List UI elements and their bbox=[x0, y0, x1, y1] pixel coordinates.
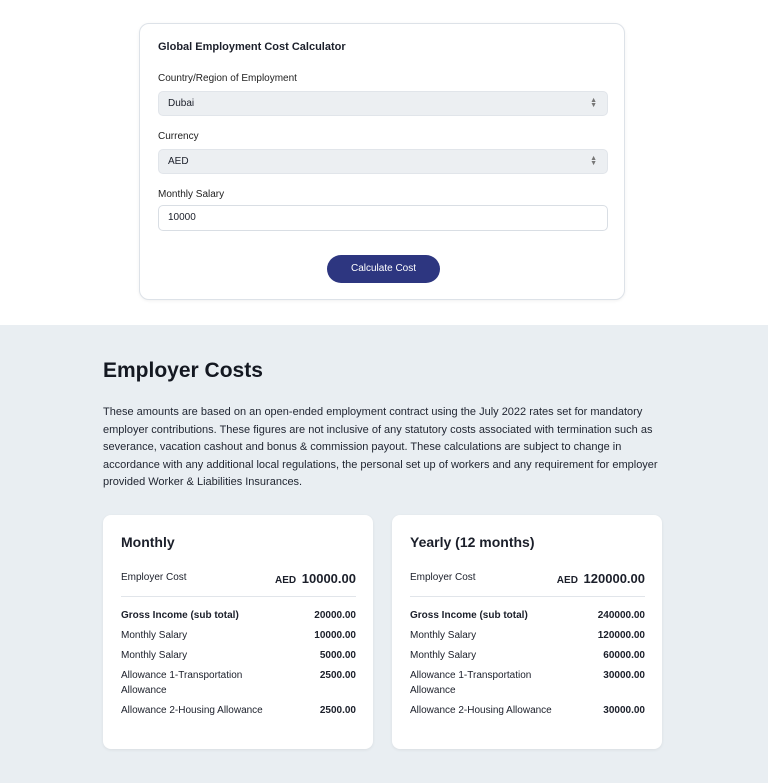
row-value: 30000.00 bbox=[603, 705, 645, 716]
yearly-card bbox=[392, 515, 662, 749]
country-select[interactable] bbox=[158, 91, 608, 116]
row-value: 30000.00 bbox=[603, 670, 645, 681]
employer-cost-amount: 120000.00 bbox=[583, 571, 645, 586]
row-label: Monthly Salary bbox=[410, 630, 477, 641]
employer-cost-amount: 10000.00 bbox=[301, 571, 356, 586]
employer-cost-label: Employer Cost bbox=[121, 572, 187, 583]
row-value: 120000.00 bbox=[597, 630, 645, 641]
row-gross-income bbox=[410, 609, 645, 624]
section-description: These amounts are based on an open-ended employment contract using the July 2022 rates set for mandatory employer contributions. These figures are not inclusive of any statutory costs associated with termination such as severance, vacation cashout and bonus & commission payout. These calculations are subject to change in accordance with any additional local regulations, the personal set up of workers and any requirement for employer provided Worker & Liabilities Insurances. bbox=[103, 406, 658, 489]
monthly-salary-input[interactable] bbox=[158, 205, 608, 231]
row-housing-allowance bbox=[410, 704, 645, 719]
row-value: 5000.00 bbox=[319, 650, 356, 661]
country-select-value: Dubai bbox=[168, 98, 195, 109]
row-transport-allowance bbox=[121, 669, 356, 698]
currency-select[interactable] bbox=[158, 149, 608, 174]
employer-cost-value bbox=[275, 571, 356, 586]
row-value: 20000.00 bbox=[314, 610, 356, 621]
row-monthly-salary bbox=[410, 649, 645, 664]
calculate-cost-button[interactable]: Calculate Cost bbox=[327, 255, 440, 283]
calculator-section bbox=[0, 0, 768, 325]
monthly-salary-value: 10000 bbox=[168, 212, 196, 223]
row-label: Monthly Salary bbox=[121, 630, 188, 641]
employer-costs-section bbox=[0, 325, 768, 783]
currency-code: AED bbox=[275, 575, 297, 586]
row-value: 240000.00 bbox=[597, 610, 645, 621]
salary-label: Monthly Salary bbox=[158, 189, 225, 200]
row-label: Allowance 2-Housing Allowance bbox=[410, 705, 552, 716]
row-label: Allowance 1-Transportation Allowance bbox=[410, 670, 532, 696]
divider bbox=[410, 596, 645, 597]
row-value: 2500.00 bbox=[319, 670, 356, 681]
row-value: 2500.00 bbox=[319, 705, 356, 716]
calculator-card bbox=[139, 23, 625, 300]
chevron-up-down-icon: ▲ ▼ bbox=[590, 97, 597, 110]
row-label: Gross Income (sub total) bbox=[410, 610, 528, 621]
row-label: Monthly Salary bbox=[121, 650, 188, 661]
currency-label: Currency bbox=[158, 131, 199, 142]
row-housing-allowance bbox=[121, 704, 356, 719]
row-label: Gross Income (sub total) bbox=[121, 610, 239, 621]
row-value: 60000.00 bbox=[603, 650, 645, 661]
row-label: Monthly Salary bbox=[410, 650, 477, 661]
monthly-card bbox=[103, 515, 373, 749]
section-title: Employer Costs bbox=[103, 359, 263, 382]
row-monthly-salary bbox=[121, 649, 356, 664]
divider bbox=[121, 596, 356, 597]
chevron-up-down-icon: ▲ ▼ bbox=[590, 155, 597, 168]
currency-code: AED bbox=[556, 575, 578, 586]
employer-cost-value bbox=[557, 571, 645, 586]
row-transport-allowance bbox=[410, 669, 645, 698]
row-label: Allowance 1-Transportation Allowance bbox=[121, 670, 243, 696]
monthly-card-title: Monthly bbox=[121, 534, 175, 550]
currency-select-value: AED bbox=[168, 156, 189, 167]
row-monthly-salary bbox=[410, 629, 645, 644]
row-gross-income bbox=[121, 609, 356, 624]
row-monthly-salary bbox=[121, 629, 356, 644]
row-label: Allowance 2-Housing Allowance bbox=[121, 705, 263, 716]
country-label: Country/Region of Employment bbox=[158, 73, 297, 84]
yearly-card-title: Yearly (12 months) bbox=[410, 534, 535, 550]
calculator-title: Global Employment Cost Calculator bbox=[158, 41, 346, 53]
employer-cost-label: Employer Cost bbox=[410, 572, 476, 583]
row-value: 10000.00 bbox=[314, 630, 356, 641]
